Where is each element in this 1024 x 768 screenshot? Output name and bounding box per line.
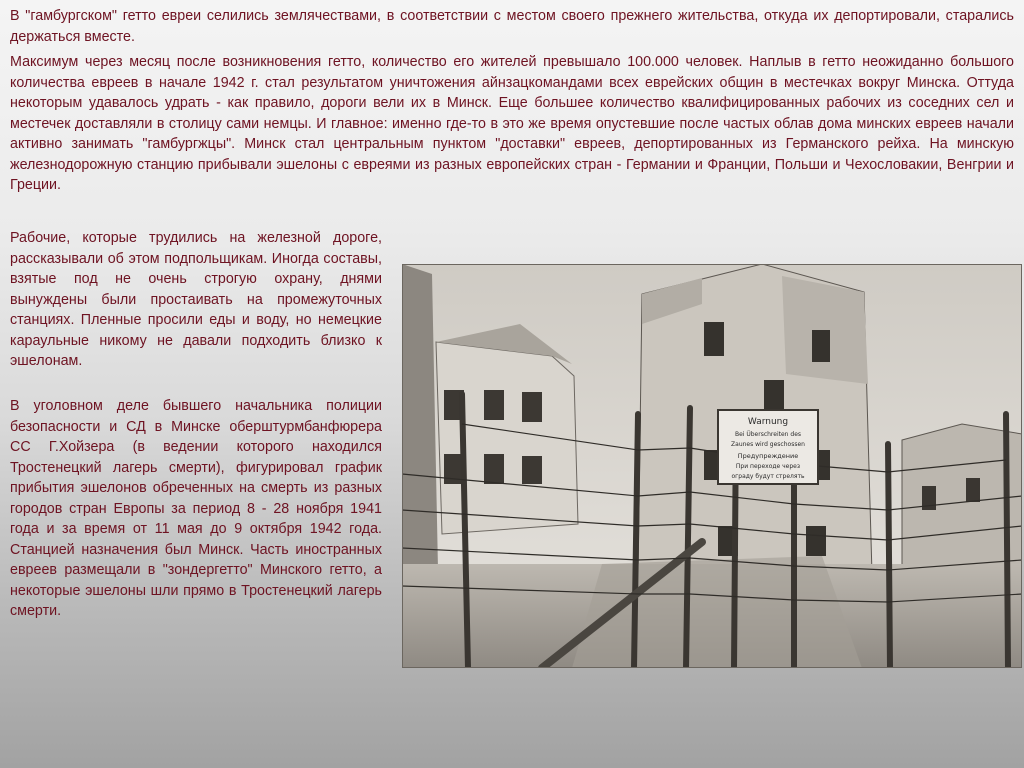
sign-line-1: Warnung: [747, 417, 789, 427]
criminal-case-paragraph: В уголовном деле бывшего начальника полиции безопасности и СД в Минске оберштурмбанфюрера СС Г.Хойзера (в ведении которого находился Тростенецкий лагерь смерти), фигурировал график прибытия эшелонов обреченных на смерть из разных городов стран Европы за период 8 - 28 ноября 1941 года и за время от 11 мая до 9 октября 1942 года. Станцией назначения был Минск. Часть иностранных евреев размещали в "зондергетто" Минского гетто, а некоторые эшелоны шли прямо в Тростенецкий лагерь смерти.: [10, 398, 382, 619]
ghetto-population-paragraph: Максимум через месяц после возникновения гетто, количество его жителей превышало 100.000 человек. Наплыв в гетто неожиданно большого количества евреев в начале 1942 г. стал результатом уничтожения айнзацкомандами всех еврейских общин в местечках вокруг Минска. Оттуда некоторым удавалось удрать - как правило, дороги вели их в Минск. Еще большее количество квалифицированных рабочих из соседних сел и местечек доставляли в столицу сами немцы. И главное: именно где-то в это же время опустевшие после частых облав дома минских евреев начали активно занимать "гамбургжцы". Минск стал центральным пунктом "доставки" евреев, депортированных из Германского рейха. На минскую железнодорожную станцию прибывали эшелоны с евреями из разных европейских стран - Германии и Франции, Польши и Чехословакии, Венгрии и Греции.: [10, 54, 1014, 193]
intro-paragraph: В "гамбургском" гетто евреи селились землячествами, в соответствии с местом своего прежнего жительства, откуда их депортировали, старались держаться вместе.: [10, 8, 1014, 45]
sign-line-5: При переходе через: [735, 463, 801, 470]
sign-line-3: Zaunes wird geschossen: [731, 441, 805, 448]
sign-line-4: Предупреждение: [737, 452, 799, 460]
sign-line-2: Bei Überschreiten des: [734, 431, 802, 438]
warning-sign: [718, 410, 818, 484]
ghetto-fence-photo: [402, 264, 1022, 668]
ghetto-photo-illustration: [402, 264, 1022, 668]
sign-line-6: ограду будут стрелять: [731, 473, 805, 480]
railway-workers-paragraph: Рабочие, которые трудились на железной дороге, рассказывали об этом подпольщикам. Иногда составы, взятые под не очень строгую охрану, днями вынуждены были простаивать на промежуточных станциях. Пленные просили еды и воду, но немецкие караульные никому не давали подходить близко к эшелонам.: [10, 230, 382, 369]
